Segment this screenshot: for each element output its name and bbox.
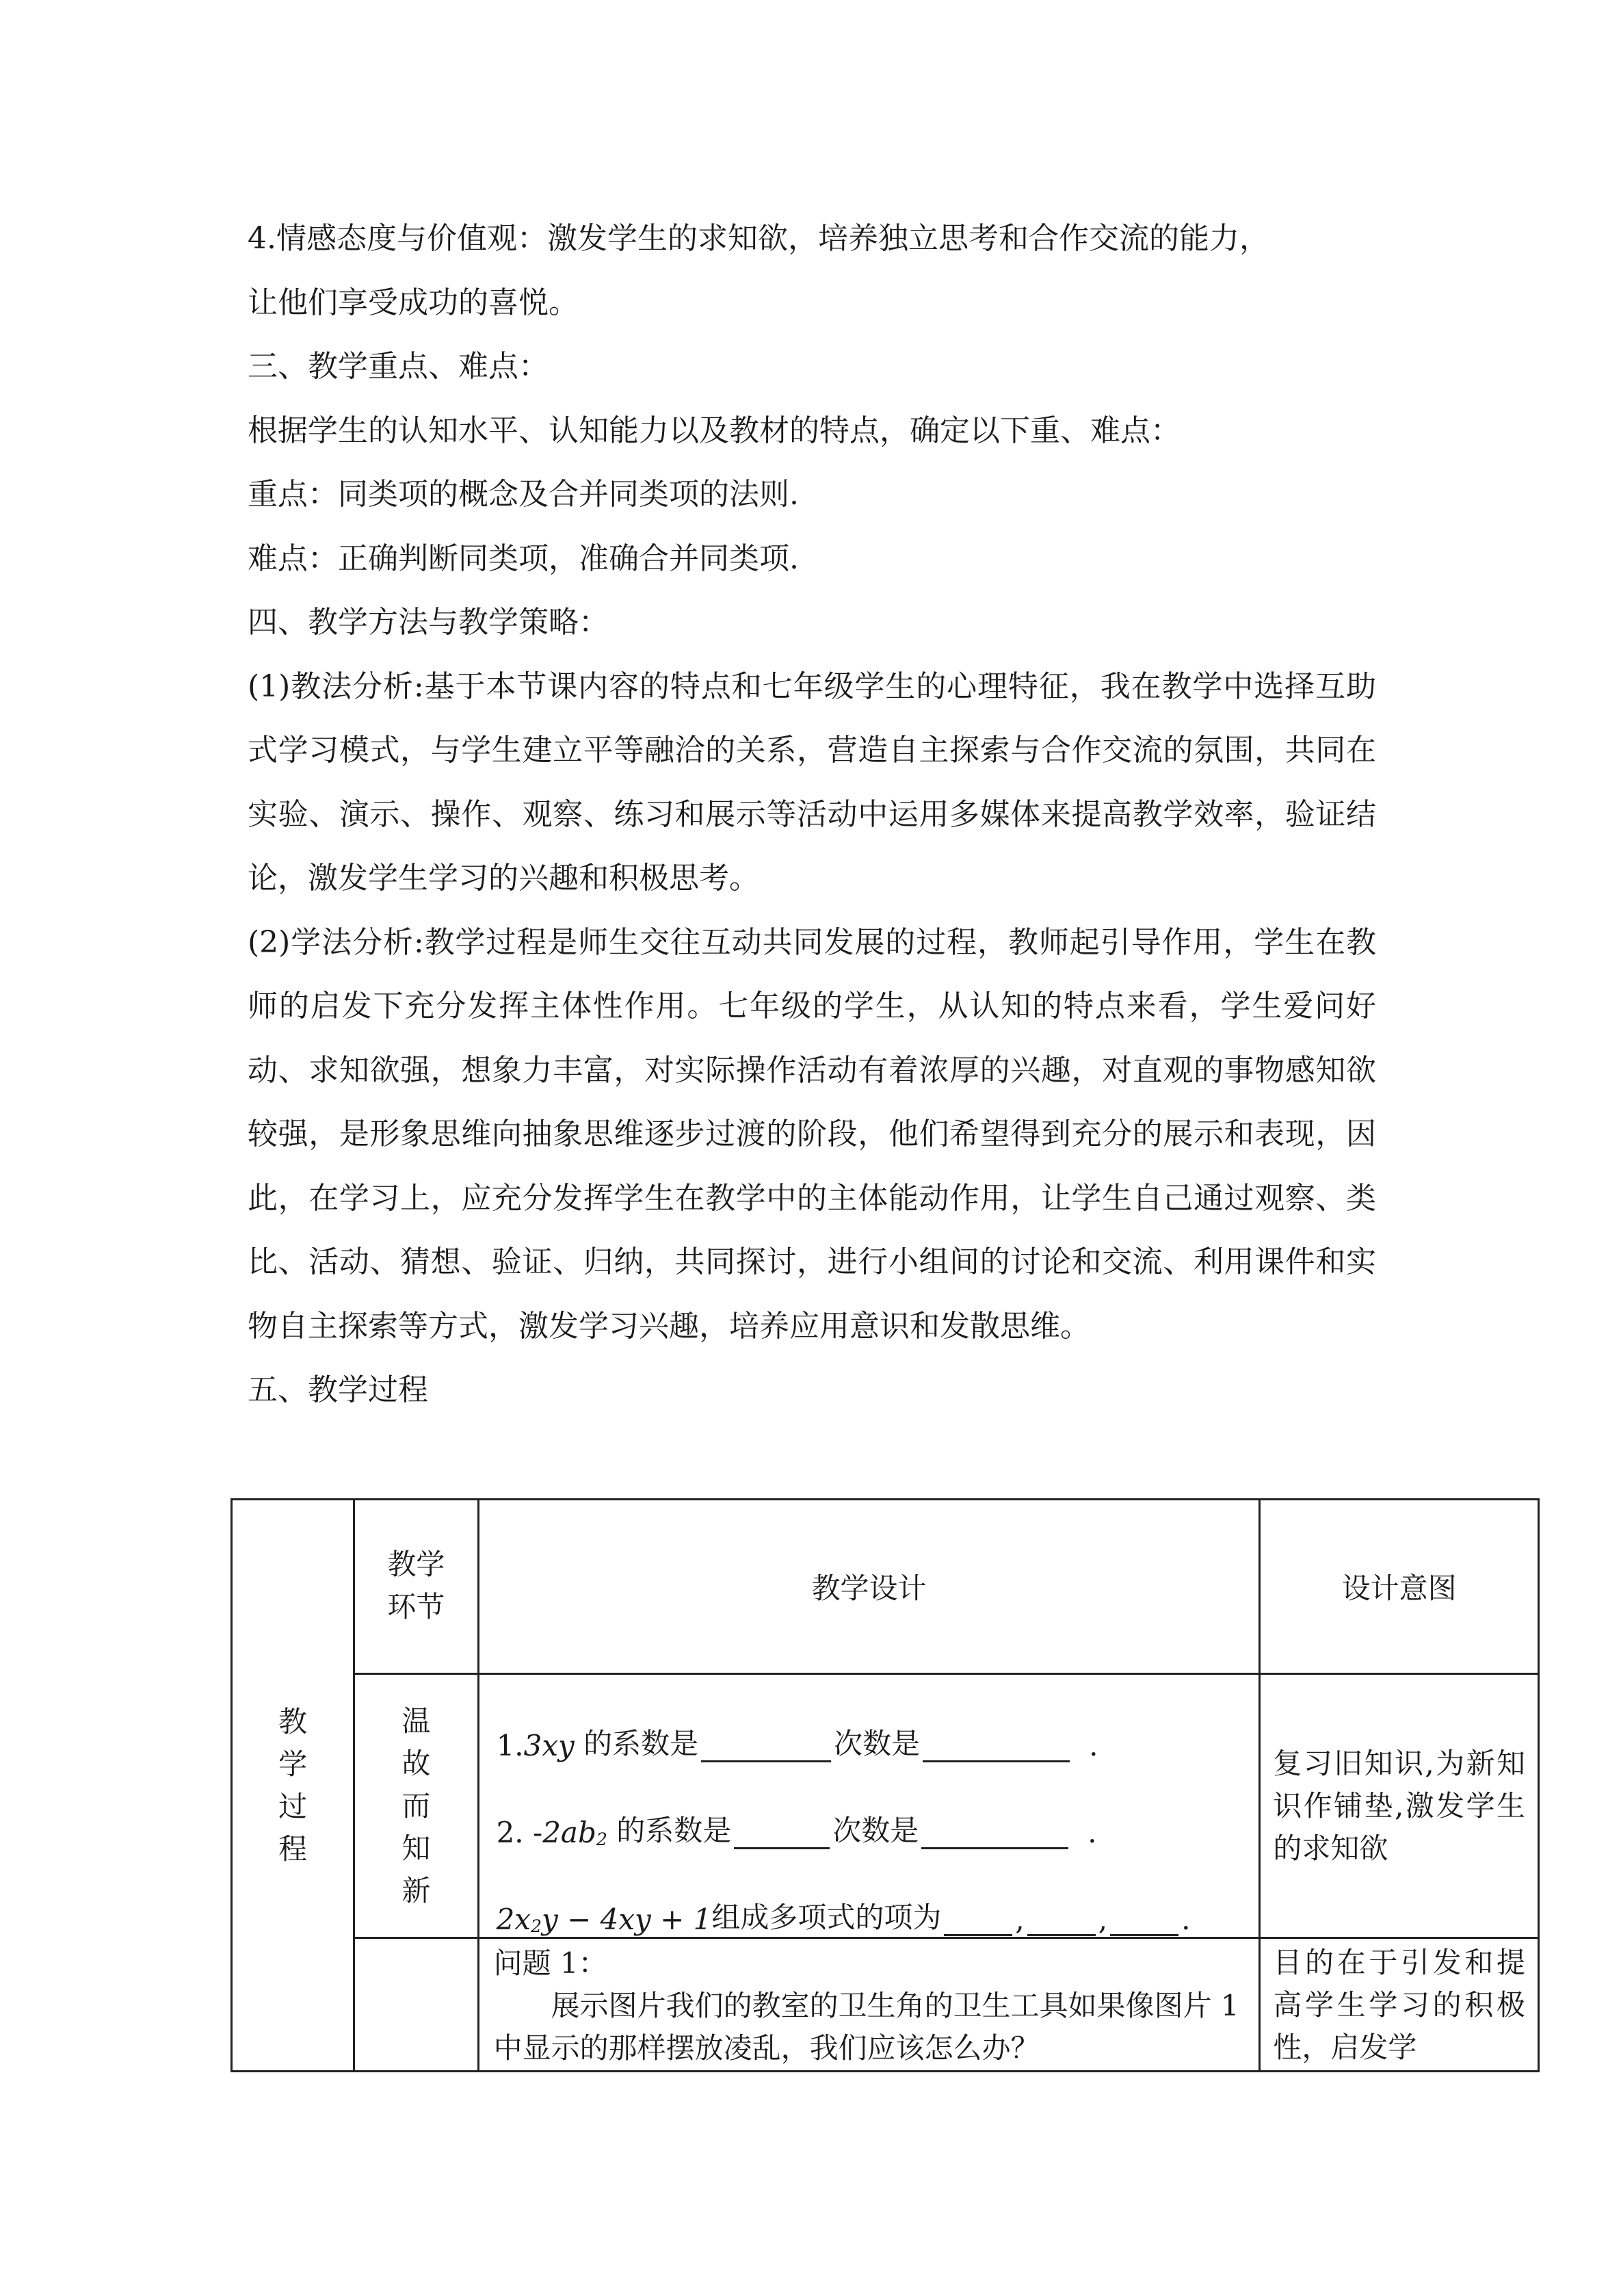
paragraph-emotion-cont: 让他们享受成功的喜悦。: [248, 285, 579, 320]
teaching-process-table: [230, 1498, 1540, 2072]
design-problem: [478, 1938, 1260, 2072]
side-label-cell: [232, 1500, 354, 2072]
paragraph-key-basis: 根据学生的认知水平、认知能力以及教材的特点，确定以下重、难点：: [248, 413, 1181, 448]
intent-review: 复习旧知识,为新知识作铺垫,激发学生的求知欲: [1260, 1674, 1539, 1938]
paragraph-key-point: 重点：同类项的概念及合并同类项的法则.: [248, 477, 799, 512]
header-design: 教学设计: [478, 1500, 1260, 1674]
problem-title: 问题 1：: [493, 1946, 607, 1980]
question-2: 2. - 2ab $_2$ 的系数是 次数是 .: [496, 1814, 1097, 1849]
paragraph-difficult-point: 难点：正确判断同类项，准确合并同类项.: [248, 540, 799, 576]
header-intent: 设计意图: [1260, 1500, 1539, 1674]
header-stage: 教学环节: [354, 1500, 478, 1674]
stage-new: [354, 1938, 478, 2072]
question-1: 1. 3xy 的系数是 次数是 .: [496, 1727, 1098, 1762]
intent-problem: 目的在于引发和提高学生学习的积极性，启发学: [1260, 1938, 1539, 2072]
problem-text: 展示图片我们的教室的卫生角的卫生工具如果像图片 1 中显示的那样摆放凌乱，我们应该怎么办？: [493, 1989, 1239, 2065]
side-label: 教学过程: [278, 1704, 308, 1866]
paragraph-teaching-method: (1)教法分析:基于本节课内容的特点和七年级学生的心理特征，我在教学中选择互助式学习模式，与学生建立平等融洽的关系，营造自主探索与合作交流的氛围，共同在实验、演示、操作、观察、练习和展示等活动中运用多媒体来提高教学效率，验证结论，激发学生学习的兴趣和积极思考。: [248, 668, 1376, 896]
question-3: 2x $_2$ y − 4xy + 1 组成多项式的项为 , , .: [496, 1901, 1191, 1936]
paragraph-emotion: 4.情感态度与价值观：激发学生的求知欲，培养独立思考和合作交流的能力，: [248, 221, 1269, 256]
stage-review: 温故而知新: [354, 1674, 478, 1938]
heading-methods: 四、教学方法与教学策略：: [248, 605, 609, 640]
paragraph-learning-method: (2)学法分析:教学过程是师生交往互动共同发展的过程，教师起引导作用，学生在教师的启发下充分发挥主体性作用。七年级的学生，从认知的特点来看，学生爱问好动、求知欲强，想象力丰富，对实际操作活动有着浓厚的兴趣，对直观的事物感知欲较强，是形象思维向抽象思维逐步过渡的阶段，他们希望得到充分的展示和表现，因此，在学习上，应充分发挥学生在教学中的主体能动作用，让学生自己通过观察、类比、活动、猜想、验证、归纳，共同探讨，进行小组间的讨论和交流、利用课件和实物自主探索等方式，激发学习兴趣，培养应用意识和发散思维。: [248, 924, 1376, 1344]
design-review: [478, 1674, 1260, 1938]
heading-key-points: 三、教学重点、难点：: [248, 349, 549, 384]
body-text: [248, 207, 1376, 1422]
heading-process: 五、教学过程: [248, 1372, 428, 1407]
